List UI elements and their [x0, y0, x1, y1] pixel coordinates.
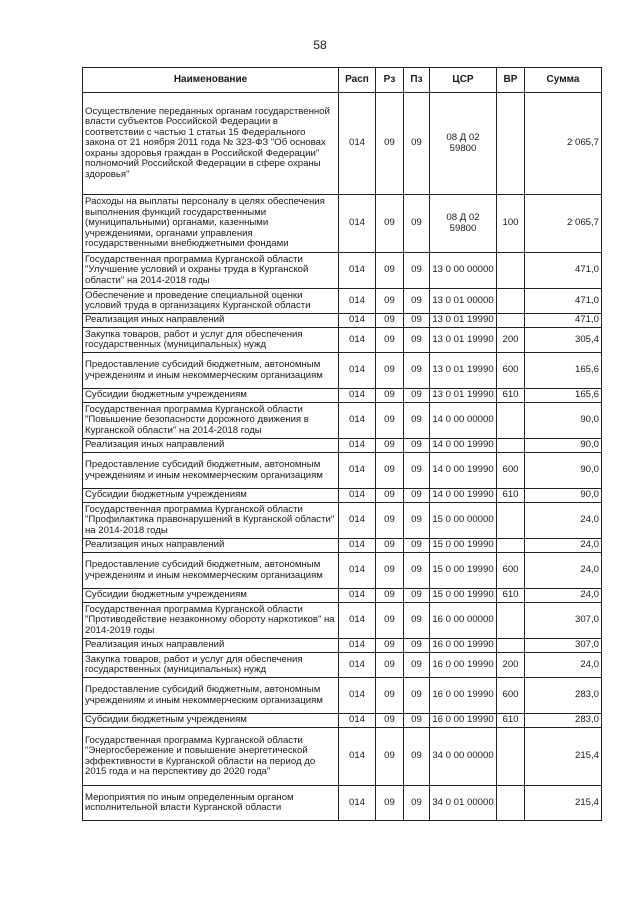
cell-pz: 09	[404, 603, 430, 639]
cell-name: Обеспечение и проведение специальной оценки условий труда в организациях Курганской области	[83, 289, 339, 314]
cell-rasp: 014	[339, 553, 376, 589]
cell-pz: 09	[404, 328, 430, 353]
cell-vr: 600	[497, 453, 525, 489]
cell-name: Закупка товаров, работ и услуг для обеспечения государственных (муниципальных) нужд	[83, 328, 339, 353]
cell-sum: 90,0	[525, 489, 602, 503]
cell-pz: 09	[404, 439, 430, 453]
cell-csr: 14 0 00 19990	[430, 439, 497, 453]
cell-rz: 09	[376, 314, 404, 328]
header-rz: Рз	[376, 68, 404, 93]
cell-sum: 24,0	[525, 653, 602, 678]
cell-csr: 13 0 01 00000	[430, 289, 497, 314]
cell-rasp: 014	[339, 639, 376, 653]
cell-pz: 09	[404, 353, 430, 389]
table-row	[83, 253, 602, 289]
table-body	[83, 93, 602, 821]
table-row	[83, 93, 602, 195]
cell-name: Государственная программа Курганской области "Улучшение условий и охраны труда в Курганской области" на 2014-2018 годы	[83, 253, 339, 289]
cell-csr: 14 0 00 00000	[430, 403, 497, 439]
cell-rasp: 014	[339, 453, 376, 489]
cell-rz: 09	[376, 678, 404, 714]
cell-csr: 15 0 00 00000	[430, 503, 497, 539]
cell-sum: 24,0	[525, 539, 602, 553]
cell-name: Закупка товаров, работ и услуг для обеспечения государственных (муниципальных) нужд	[83, 653, 339, 678]
cell-csr: 13 0 01 19990	[430, 353, 497, 389]
cell-pz: 09	[404, 489, 430, 503]
cell-sum: 165,6	[525, 389, 602, 403]
cell-rasp: 014	[339, 503, 376, 539]
cell-rasp: 014	[339, 786, 376, 821]
cell-vr	[497, 539, 525, 553]
cell-name: Государственная программа Курганской области "Энергосбережение и повышение энергетической эффективности в Курганской области на период до 2015 года и на перспективу до 2020 года"	[83, 728, 339, 786]
cell-rasp: 014	[339, 253, 376, 289]
cell-vr	[497, 503, 525, 539]
cell-rz: 09	[376, 714, 404, 728]
cell-rasp: 014	[339, 389, 376, 403]
cell-rasp: 014	[339, 439, 376, 453]
cell-sum: 283,0	[525, 714, 602, 728]
cell-csr: 14 0 00 19990	[430, 453, 497, 489]
cell-sum: 215,4	[525, 728, 602, 786]
cell-vr	[497, 93, 525, 195]
cell-vr	[497, 639, 525, 653]
cell-csr: 16 0 00 00000	[430, 603, 497, 639]
table-row	[83, 403, 602, 439]
cell-vr: 100	[497, 195, 525, 253]
cell-vr	[497, 289, 525, 314]
cell-sum: 471,0	[525, 253, 602, 289]
cell-vr: 200	[497, 653, 525, 678]
cell-csr: 16 0 00 19990	[430, 678, 497, 714]
cell-rasp: 014	[339, 728, 376, 786]
cell-name: Расходы на выплаты персоналу в целях обеспечения выполнения функций государственными (муниципальными) органами, казенными учреждениями, органами управления государственными внебюджетными фондами	[83, 195, 339, 253]
cell-sum: 90,0	[525, 439, 602, 453]
cell-vr: 610	[497, 714, 525, 728]
cell-rz: 09	[376, 289, 404, 314]
cell-sum: 2 065,7	[525, 195, 602, 253]
cell-name: Реализация иных направлений	[83, 539, 339, 553]
cell-sum: 90,0	[525, 403, 602, 439]
cell-rasp: 014	[339, 403, 376, 439]
cell-rasp: 014	[339, 353, 376, 389]
cell-vr	[497, 314, 525, 328]
table-row	[83, 289, 602, 314]
cell-pz: 09	[404, 786, 430, 821]
cell-rz: 09	[376, 389, 404, 403]
cell-pz: 09	[404, 314, 430, 328]
cell-vr	[497, 786, 525, 821]
cell-rz: 09	[376, 439, 404, 453]
table-row	[83, 603, 602, 639]
cell-rz: 09	[376, 353, 404, 389]
cell-rasp: 014	[339, 714, 376, 728]
cell-pz: 09	[404, 728, 430, 786]
cell-rz: 09	[376, 503, 404, 539]
cell-csr: 13 0 01 19990	[430, 314, 497, 328]
cell-sum: 24,0	[525, 589, 602, 603]
cell-name: Субсидии бюджетным учреждениям	[83, 489, 339, 503]
table-row	[83, 353, 602, 389]
cell-rasp: 014	[339, 489, 376, 503]
cell-name: Предоставление субсидий бюджетным, автономным учреждениям и иным некоммерческим организациям	[83, 453, 339, 489]
cell-sum: 307,0	[525, 639, 602, 653]
cell-pz: 09	[404, 253, 430, 289]
header-name: Наименование	[83, 68, 339, 93]
cell-sum: 90,0	[525, 453, 602, 489]
cell-vr	[497, 403, 525, 439]
cell-rasp: 014	[339, 603, 376, 639]
cell-name: Государственная программа Курганской области "Профилактика правонарушений в Курганской области" на 2014-2018 годы	[83, 503, 339, 539]
cell-rasp: 014	[339, 589, 376, 603]
cell-rz: 09	[376, 603, 404, 639]
cell-rasp: 014	[339, 653, 376, 678]
table-row	[83, 439, 602, 453]
cell-rz: 09	[376, 653, 404, 678]
cell-name: Реализация иных направлений	[83, 639, 339, 653]
cell-csr: 15 0 00 19990	[430, 539, 497, 553]
cell-pz: 09	[404, 389, 430, 403]
cell-rz: 09	[376, 403, 404, 439]
cell-name: Предоставление субсидий бюджетным, автономным учреждениям и иным некоммерческим организациям	[83, 678, 339, 714]
cell-rz: 09	[376, 553, 404, 589]
cell-sum: 2 065,7	[525, 93, 602, 195]
cell-rasp: 014	[339, 314, 376, 328]
cell-sum: 215,4	[525, 786, 602, 821]
cell-csr: 13 0 01 19990	[430, 328, 497, 353]
table-row	[83, 195, 602, 253]
cell-rasp: 014	[339, 289, 376, 314]
cell-csr: 13 0 01 19990	[430, 389, 497, 403]
cell-vr: 610	[497, 389, 525, 403]
cell-rasp: 014	[339, 195, 376, 253]
cell-name: Государственная программа Курганской области "Повышение безопасности дорожного движения в Курганской области" на 2014-2018 годы	[83, 403, 339, 439]
cell-sum: 283,0	[525, 678, 602, 714]
cell-name: Субсидии бюджетным учреждениям	[83, 714, 339, 728]
cell-csr: 16 0 00 19990	[430, 639, 497, 653]
header-pz: Пз	[404, 68, 430, 93]
cell-pz: 09	[404, 453, 430, 489]
cell-name: Реализация иных направлений	[83, 314, 339, 328]
header-rasp: Расп	[339, 68, 376, 93]
cell-pz: 09	[404, 403, 430, 439]
cell-name: Мероприятия по иным определенным органом исполнительной власти Курганской области	[83, 786, 339, 821]
cell-vr: 610	[497, 589, 525, 603]
table-row	[83, 553, 602, 589]
cell-sum: 165,6	[525, 353, 602, 389]
cell-rz: 09	[376, 539, 404, 553]
cell-csr: 34 0 00 00000	[430, 728, 497, 786]
table-row	[83, 489, 602, 503]
cell-name: Реализация иных направлений	[83, 439, 339, 453]
cell-pz: 09	[404, 503, 430, 539]
cell-sum: 307,0	[525, 603, 602, 639]
table-row	[83, 503, 602, 539]
cell-rasp: 014	[339, 678, 376, 714]
cell-csr: 15 0 00 19990	[430, 553, 497, 589]
cell-pz: 09	[404, 639, 430, 653]
cell-pz: 09	[404, 553, 430, 589]
cell-vr: 600	[497, 553, 525, 589]
table-row	[83, 714, 602, 728]
cell-rasp: 014	[339, 93, 376, 195]
cell-name: Осуществление переданных органам государственной власти субъектов Российской Федерации в соответствии с частью 1 статьи 15 Федерального закона от 21 ноября 2011 года № 323-ФЗ "Об основах охраны здоровья граждан в Российской Федерации" полномочий Российской Федерации в сфере охраны здоровья"	[83, 93, 339, 195]
cell-vr	[497, 253, 525, 289]
cell-name: Предоставление субсидий бюджетным, автономным учреждениям и иным некоммерческим организациям	[83, 553, 339, 589]
cell-pz: 09	[404, 195, 430, 253]
table-row	[83, 539, 602, 553]
cell-pz: 09	[404, 289, 430, 314]
cell-name: Предоставление субсидий бюджетным, автономным учреждениям и иным некоммерческим организациям	[83, 353, 339, 389]
table-row	[83, 728, 602, 786]
cell-pz: 09	[404, 93, 430, 195]
cell-vr: 600	[497, 353, 525, 389]
budget-table	[82, 67, 602, 821]
cell-name: Государственная программа Курганской области "Противодействие незаконному обороту наркотиков" на 2014-2019 годы	[83, 603, 339, 639]
table-row	[83, 389, 602, 403]
cell-csr: 14 0 00 19990	[430, 489, 497, 503]
cell-rz: 09	[376, 589, 404, 603]
header-vr: ВР	[497, 68, 525, 93]
cell-vr	[497, 728, 525, 786]
cell-pz: 09	[404, 539, 430, 553]
cell-rz: 09	[376, 453, 404, 489]
table-row	[83, 678, 602, 714]
cell-sum: 305,4	[525, 328, 602, 353]
header-csr: ЦСР	[430, 68, 497, 93]
cell-csr: 15 0 00 19990	[430, 589, 497, 603]
cell-pz: 09	[404, 653, 430, 678]
cell-csr: 08 Д 02 59800	[430, 195, 497, 253]
cell-pz: 09	[404, 714, 430, 728]
cell-sum: 24,0	[525, 553, 602, 589]
cell-rz: 09	[376, 253, 404, 289]
table-row	[83, 589, 602, 603]
cell-rasp: 014	[339, 328, 376, 353]
cell-csr: 16 0 00 19990	[430, 714, 497, 728]
cell-name: Субсидии бюджетным учреждениям	[83, 589, 339, 603]
cell-rz: 09	[376, 639, 404, 653]
cell-vr: 610	[497, 489, 525, 503]
table-header-row	[83, 68, 602, 93]
cell-rz: 09	[376, 195, 404, 253]
cell-rz: 09	[376, 489, 404, 503]
table-row	[83, 653, 602, 678]
cell-sum: 471,0	[525, 314, 602, 328]
cell-csr: 34 0 01 00000	[430, 786, 497, 821]
table-row	[83, 453, 602, 489]
table-row	[83, 314, 602, 328]
cell-sum: 24,0	[525, 503, 602, 539]
cell-csr: 13 0 00 00000	[430, 253, 497, 289]
cell-vr: 200	[497, 328, 525, 353]
table-row	[83, 328, 602, 353]
cell-rz: 09	[376, 728, 404, 786]
cell-rz: 09	[376, 328, 404, 353]
cell-vr	[497, 439, 525, 453]
cell-name: Субсидии бюджетным учреждениям	[83, 389, 339, 403]
cell-sum: 471,0	[525, 289, 602, 314]
cell-csr: 08 Д 02 59800	[430, 93, 497, 195]
page-number: 58	[313, 38, 327, 52]
cell-rasp: 014	[339, 539, 376, 553]
cell-csr: 16 0 00 19990	[430, 653, 497, 678]
cell-rz: 09	[376, 786, 404, 821]
cell-vr: 600	[497, 678, 525, 714]
cell-rz: 09	[376, 93, 404, 195]
cell-vr	[497, 603, 525, 639]
header-sum: Сумма	[525, 68, 602, 93]
cell-pz: 09	[404, 678, 430, 714]
cell-pz: 09	[404, 589, 430, 603]
table-row	[83, 786, 602, 821]
table-row	[83, 639, 602, 653]
